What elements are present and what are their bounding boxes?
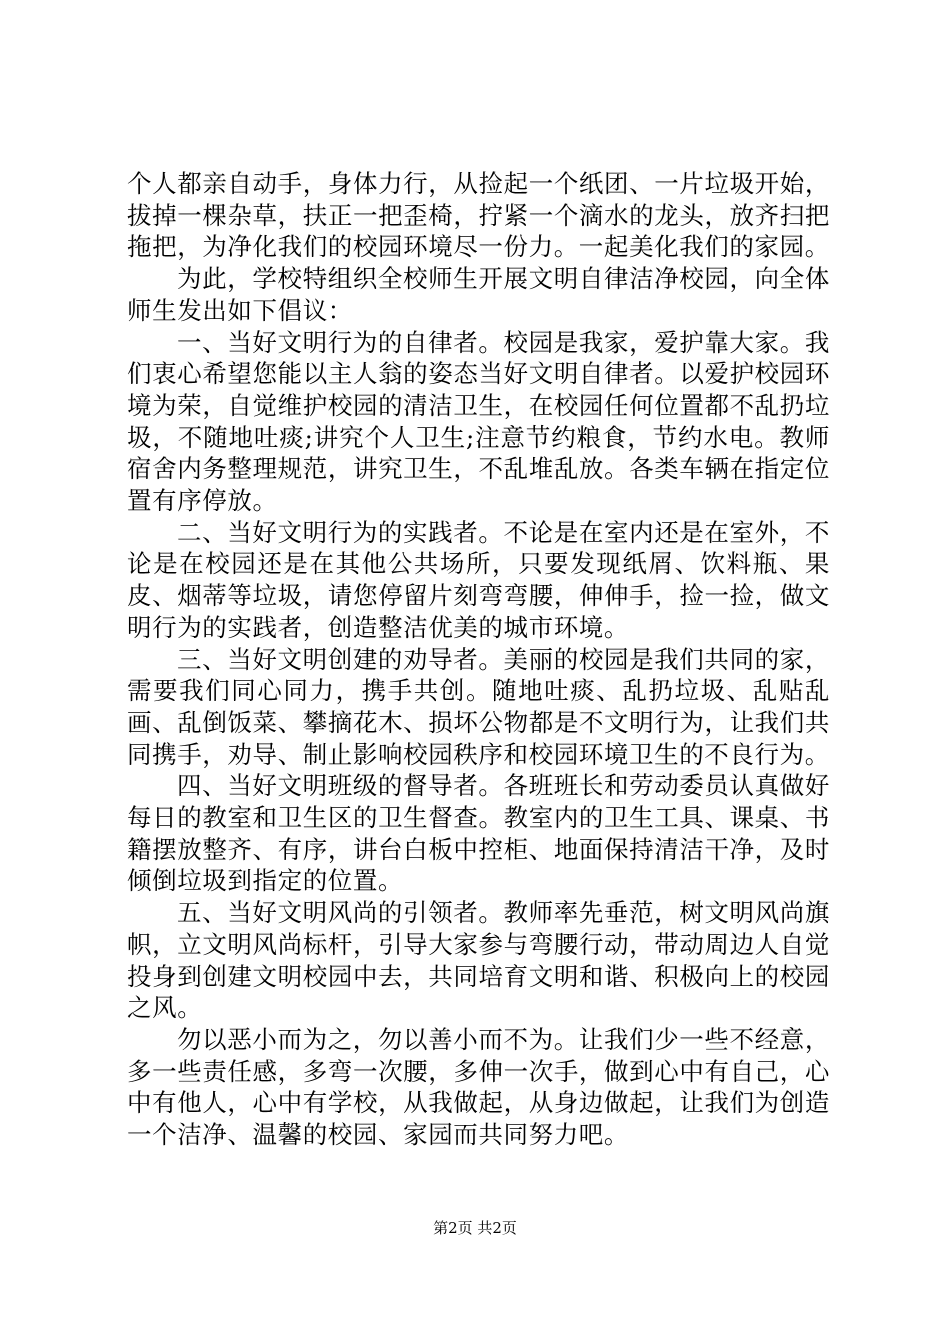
paragraph-closing: 勿以恶小而为之，勿以善小而不为。让我们少一些不经意，多一些责任感，多弯一次腰，多伸一次手，做到心中有自己，心中有他人，心中有学校，从我做起，从身边做起，让我们为创造一个洁净、温馨的校园、家园而共同努力吧。 — [127, 1024, 830, 1150]
paragraph-item-2: 二、当好文明行为的实践者。不论是在室内还是在室外，不论是在校园还是在其他公共场所，只要发现纸屑、饮料瓶、果皮、烟蒂等垃圾，请您停留片刻弯弯腰，伸伸手，捡一捡，做文明行为的实践者，创造整洁优美的城市环境。 — [127, 517, 830, 642]
paragraph-intro: 为此，学校特组织全校师生开展文明自律洁净校园，向全体师生发出如下倡议： — [127, 264, 830, 325]
paragraph-continuation: 个人都亲自动手，身体力行，从捡起一个纸团、一片垃圾开始，拔掉一棵杂草，扶正一把歪椅，拧紧一个滴水的龙头，放齐扫把拖把，为净化我们的校园环境尽一份力。一起美化我们的家园。 — [127, 169, 830, 262]
paragraph-item-1: 一、当好文明行为的自律者。校园是我家，爱护靠大家。我们衷心希望您能以主人翁的姿态当好文明自律者。以爱护校园环境为荣，自觉维护校园的清洁卫生，在校园任何位置都不乱扔垃圾，不随地吐痰;讲究个人卫生;注意节约粮食，节约水电。教师宿舍内务整理规范，讲究卫生，不乱堆乱放。各类车辆在指定位置有序停放。 — [127, 327, 830, 516]
paragraph-item-3: 三、当好文明创建的劝导者。美丽的校园是我们共同的家，需要我们同心同力，携手共创。随地吐痰、乱扔垃圾、乱贴乱画、乱倒饭菜、攀摘花木、损坏公物都是不文明行为，让我们共同携手，劝导、制止影响校园秩序和校园环境卫生的不良行为。 — [127, 644, 830, 769]
paragraph-item-4: 四、当好文明班级的督导者。各班班长和劳动委员认真做好每日的教室和卫生区的卫生督查。教室内的卫生工具、课桌、书籍摆放整齐、有序，讲台白板中控柜、地面保持清洁干净，及时倾倒垃圾到指定的位置。 — [127, 771, 830, 896]
document-body — [127, 168, 830, 1151]
page-number-footer: 第2页 共2页 — [433, 1219, 517, 1237]
paragraph-item-5: 五、当好文明风尚的引领者。教师率先垂范，树文明风尚旗帜，立文明风尚标杆，引导大家参与弯腰行动，带动周边人自觉投身到创建文明校园中去，共同培育文明和谐、积极向上的校园之风。 — [127, 898, 830, 1023]
